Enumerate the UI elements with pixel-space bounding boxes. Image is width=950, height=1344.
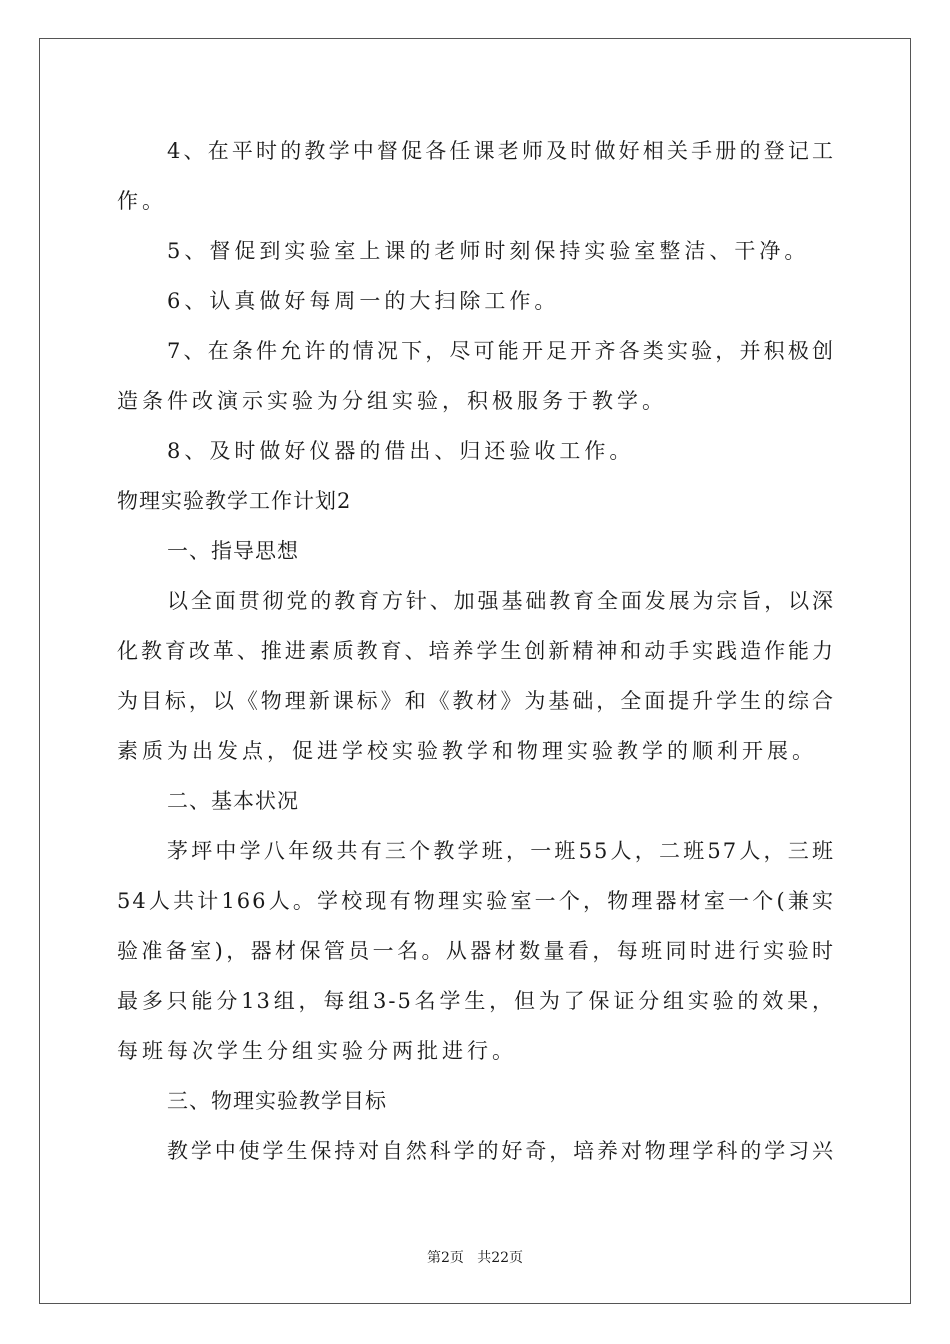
paragraph-line: 54人共计166人。学校现有物理实验室一个，物理器材室一个(兼实 (117, 889, 835, 913)
paragraph-line: 素质为出发点，促进学校实验教学和物理实验教学的顺利开展。 (117, 739, 817, 763)
paragraph-line: 以全面贯彻党的教育方针、加强基础教育全面发展为宗旨，以深 (167, 589, 835, 613)
paragraph-line: 每班每次学生分组实验分两批进行。 (117, 1039, 517, 1063)
section-heading: 一、指导思想 (167, 539, 299, 563)
section-heading: 二、基本状况 (167, 789, 299, 813)
paragraph-line: 6、认真做好每周一的大扫除工作。 (167, 289, 560, 313)
paragraph-line: 最多只能分13组，每组3-5名学生，但为了保证分组实验的效果， (117, 989, 835, 1013)
page-number-footer: 第2页 共22页 (426, 1250, 524, 1266)
paragraph-line: 7、在条件允许的情况下，尽可能开足开齐各类实验，并积极创 (167, 339, 835, 363)
paragraph-line: 验准备室)，器材保管员一名。从器材数量看，每班同时进行实验时 (117, 939, 835, 963)
paragraph-line: 教学中使学生保持对自然科学的好奇，培养对物理学科的学习兴 (167, 1139, 835, 1163)
paragraph-line: 为目标，以《物理新课标》和《教材》为基础，全面提升学生的综合 (117, 689, 835, 713)
document-body (117, 126, 835, 1176)
paragraph-line: 茅坪中学八年级共有三个教学班，一班55人，二班57人，三班 (167, 839, 835, 863)
paragraph-line: 8、及时做好仪器的借出、归还验收工作。 (167, 439, 635, 463)
section-heading: 三、物理实验教学目标 (167, 1089, 387, 1113)
paragraph-line: 化教育改革、推进素质教育、培养学生创新精神和动手实践造作能力 (117, 639, 835, 663)
paragraph-line: 作。 (117, 189, 167, 213)
section-title: 物理实验教学工作计划2 (117, 489, 352, 513)
paragraph-line: 5、督促到实验室上课的老师时刻保持实验室整洁、干净。 (167, 239, 810, 263)
paragraph-line: 4、在平时的教学中督促各任课老师及时做好相关手册的登记工 (167, 139, 835, 163)
paragraph-line: 造条件改演示实验为分组实验，积极服务于教学。 (117, 389, 667, 413)
